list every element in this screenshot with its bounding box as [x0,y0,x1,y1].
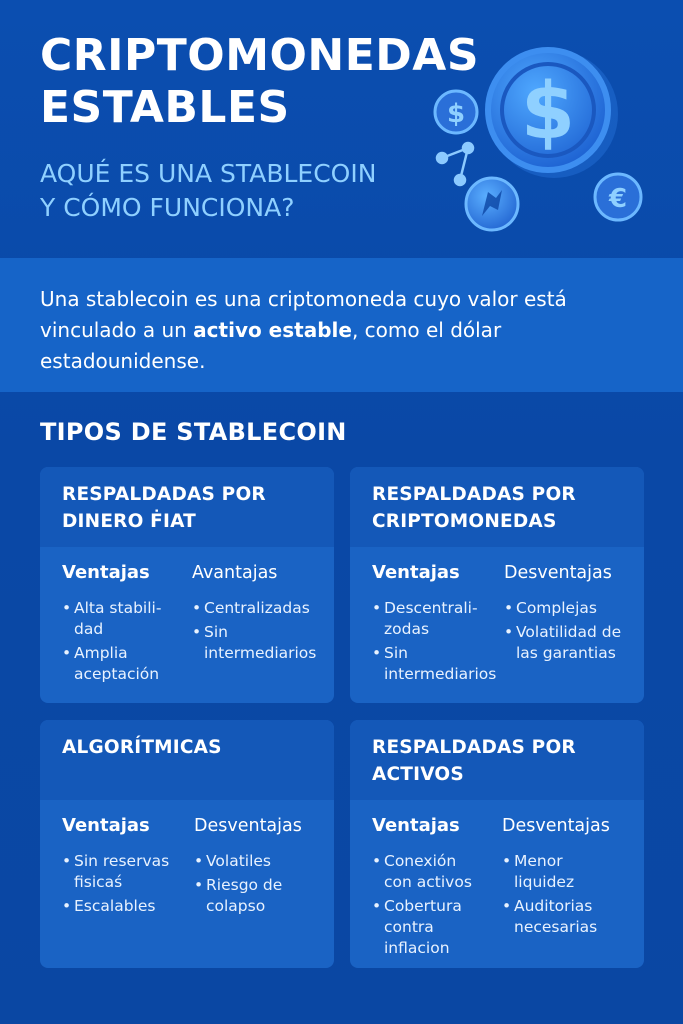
card-title [40,720,334,800]
column-title: Ventajas [62,562,150,583]
card-title-line: RESPALDADAS POR [372,737,576,758]
advantages-column [62,561,161,688]
card-title [350,720,644,800]
card-body [40,547,334,703]
column-title: Desventajas [502,816,610,836]
list-item-line: • Complejas [516,599,597,617]
list-item [62,598,161,640]
page-title-line: CRIPTOMONEDAS [40,30,480,81]
advantages-column [372,814,472,962]
list-item-line: dad [74,620,104,638]
card-title [350,467,644,547]
intro-band [0,258,683,392]
card-title-line: RESPALDADAS POR [372,484,576,505]
list-item-line: las garantias [516,644,616,662]
list-item-line: • Auditorias [514,897,593,915]
list-item [192,598,316,619]
list-item [62,643,161,685]
list-item-line: • Conexión [384,852,457,870]
disadvantages-column [194,814,302,920]
advantages-column [372,561,496,688]
card-body [350,547,644,703]
card-title-line: ALGORÍTMICAS [62,737,222,758]
list-item-line: intermediarios [384,665,497,683]
list-item-line: • Menor [514,852,563,870]
list-item [502,896,610,938]
list-item-line: • Escalables [74,897,156,915]
list-item-line: fisicaś [74,873,123,891]
list-item-line: liquidez [514,873,575,891]
list-item [504,598,621,619]
list-item-line: intermediarios [204,644,317,662]
coins-illustration [430,40,680,240]
list-item [62,851,169,893]
list-item-line: con activos [384,873,472,891]
list-item-line: contra [384,918,434,936]
list-item-line: • Amplia [74,644,128,662]
page-subtitle-line: Y CÓMO FUNCIONA? [40,193,295,222]
list-item [372,896,472,959]
list-item-line: • Volatilidad de [516,623,622,641]
list-item-line: • Sin [384,644,408,662]
list-item [504,622,621,664]
intro-text-end: , como el dólar estadounidense. [40,318,502,373]
column-title: Desventajas [504,563,612,583]
disadvantages-column [504,561,621,667]
list-item-line: • Centralizadas [204,599,310,617]
svg-text:$: $ [446,99,466,129]
list-item-line: • Sin [204,623,228,641]
card-title-line: DINERO ḞIAT [62,511,196,532]
page-subtitle [40,157,440,225]
card-title-line: ACTIVOS [372,764,464,785]
list-item-line: zodas [384,620,430,638]
card-algorithmic [40,720,334,968]
list-item-line: • Sin reservas [74,852,170,870]
list-item-line: • Descentrali- [384,599,478,617]
list-item [62,896,169,917]
page-subtitle-line: AQUÉ ES UNA STABLECOIN [40,159,377,188]
network-nodes-icon [437,143,473,185]
advantages-column [62,814,169,920]
disadvantages-column [502,814,610,941]
list-item [502,851,610,893]
dollar-coin-icon [488,50,618,178]
column-title: Avantajas [192,563,278,583]
list-item-line: necesarias [514,918,598,936]
euro-coin-icon [595,174,641,220]
card-body [350,800,644,968]
intro-text-bold: activo estable [193,318,352,342]
card-title-line: CRIPTOMONEDAS [372,511,557,532]
list-item [372,643,496,685]
list-item-line: colapso [206,897,266,915]
card-crypto [350,467,644,703]
dollar-coin-small-icon [435,91,477,133]
list-item [192,622,316,664]
list-item-line: • Alta stabili- [74,599,162,617]
intro-text [40,284,643,377]
crypto-coin-icon [466,178,518,230]
list-item [194,875,302,917]
card-body [40,800,334,968]
card-title-line: RESPALDADAS POR [62,484,266,505]
card-assets [350,720,644,968]
card-fiat [40,467,334,703]
list-item [372,598,496,640]
list-item-line: aceptación [74,665,160,683]
svg-text:$: $ [520,67,576,157]
disadvantages-column [192,561,316,667]
svg-text:€: € [608,184,628,214]
list-item-line: • Riesgo de [206,876,283,894]
list-item [372,851,472,893]
intro-text-start: Una stablecoin es una criptomoneda cuyo valor está vinculado a un [40,287,567,342]
column-title: Desventajas [194,816,302,836]
page-title-line: ESTABLES [40,82,290,133]
column-title: Ventajas [62,815,150,836]
types-heading: TIPOS DE STABLECOIN [40,418,347,446]
list-item-line: • Cobertura [384,897,462,915]
list-item-line: • Volatiles [206,852,271,870]
column-title: Ventajas [372,815,460,836]
list-item-line: inflacion [384,939,450,957]
list-item [194,851,302,872]
column-title: Ventajas [372,562,460,583]
card-title [40,467,334,547]
